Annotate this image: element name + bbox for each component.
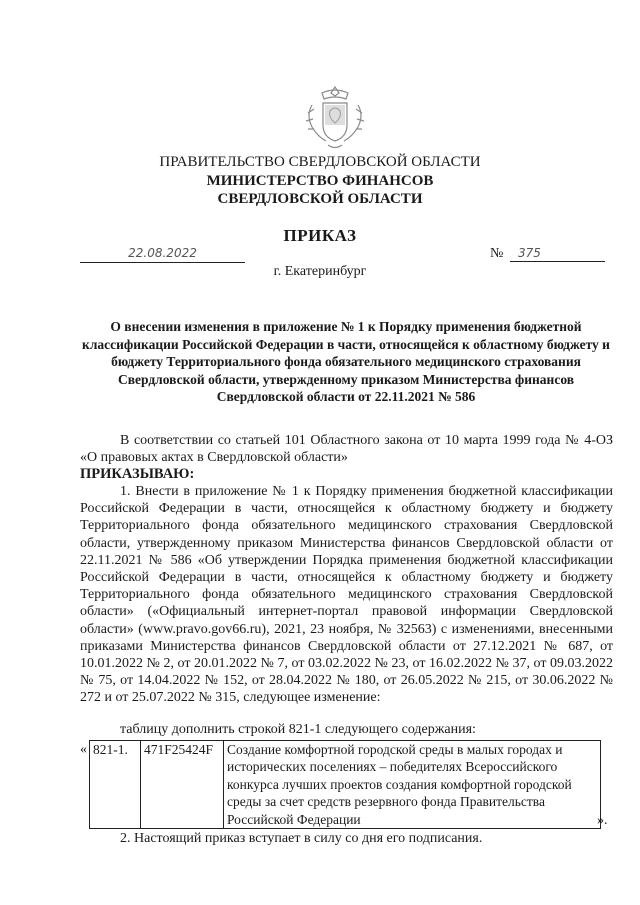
item-1: 1. Внести в приложение № 1 к Порядку применения бюджетной классификации Российской Федерации в части, относящейся к областному бюджету и бюджету Территориального фонда обязательного медицинского страхования Свердловской области, утвержденному приказом Министерства финансов Свердловской области от 22.11.2021 № 586 «Об утверждении Порядка применения бюджетной классификации Российской Федерации в части, относящейся к областному бюджету и бюджету Территориального фонда обязательного медицинского страхования Свердловской области» («Официальный интернет-портал правовой информации Свердловской области» (www.pravo.gov66.ru), 2021, 23 ноября, № 32563) с изменениями, внесенными приказами Министерства финансов Свердловской области от 27.12.2021 № 687, от 10.01.2022 № 2, от 20.01.2022 № 7, от 03.02.2022 № 23, от 16.02.2022 № 37, от 09.03.2022 № 75, от 14.04.2022 № 152, от 28.04.2022 № 180, от 26.05.2022 № 215, от 30.06.2022 № 272 и от 25.07.2022 № 315, следующее изменение: (80, 484, 613, 706)
coat-of-arms-icon (300, 83, 370, 153)
government-name: ПРАВИТЕЛЬСТВО СВЕРДЛОВСКОЙ ОБЛАСТИ (159, 154, 481, 170)
number-label: № (490, 246, 504, 261)
item-2: 2. Настоящий приказ вступает в силу со дня его подписания. (120, 831, 483, 846)
document-number: 375 (510, 246, 605, 262)
city: г. Екатеринбург (273, 264, 367, 279)
preamble: В соответствии со статьей 101 Областного закона от 10 марта 1999 года № 4-ОЗ «О правовых актах в Свердловской области» (80, 433, 613, 466)
document-type: ПРИКАЗ (283, 226, 357, 245)
row-code: 821-1. (90, 741, 141, 829)
document-date: 22.08.2022 (80, 246, 245, 263)
quote-close: ». (597, 813, 608, 828)
table-intro: таблицу дополнить строкой 821-1 следующего содержания: (120, 722, 476, 737)
row-description: Создание комфортной городской среды в малых городах и исторических поселениях – победителях Всероссийского конкурса лучших проектов создания комфортной городской среды за счет средств резервного фонда Правительства Российской Федерации (224, 741, 601, 829)
quote-open: « (80, 742, 87, 757)
table-row (90, 741, 601, 829)
document-title: О внесении изменения в приложение № 1 к Порядку применения бюджетной классификации Российской Федерации в части, относящейся к областному бюджету и бюджету Территориального фонда обязательного медицинского страхования Свердловской области, утвержденному приказом Министерства финансов Свердловской области от 22.11.2021 № 586 (82, 319, 610, 404)
amendment-table (89, 740, 601, 829)
region-name: СВЕРДЛОВСКОЙ ОБЛАСТИ (217, 191, 423, 207)
order-word: ПРИКАЗЫВАЮ: (80, 466, 195, 482)
ministry-name: МИНИСТЕРСТВО ФИНАНСОВ (206, 173, 434, 189)
row-kbk: 471F25424F (141, 741, 224, 829)
